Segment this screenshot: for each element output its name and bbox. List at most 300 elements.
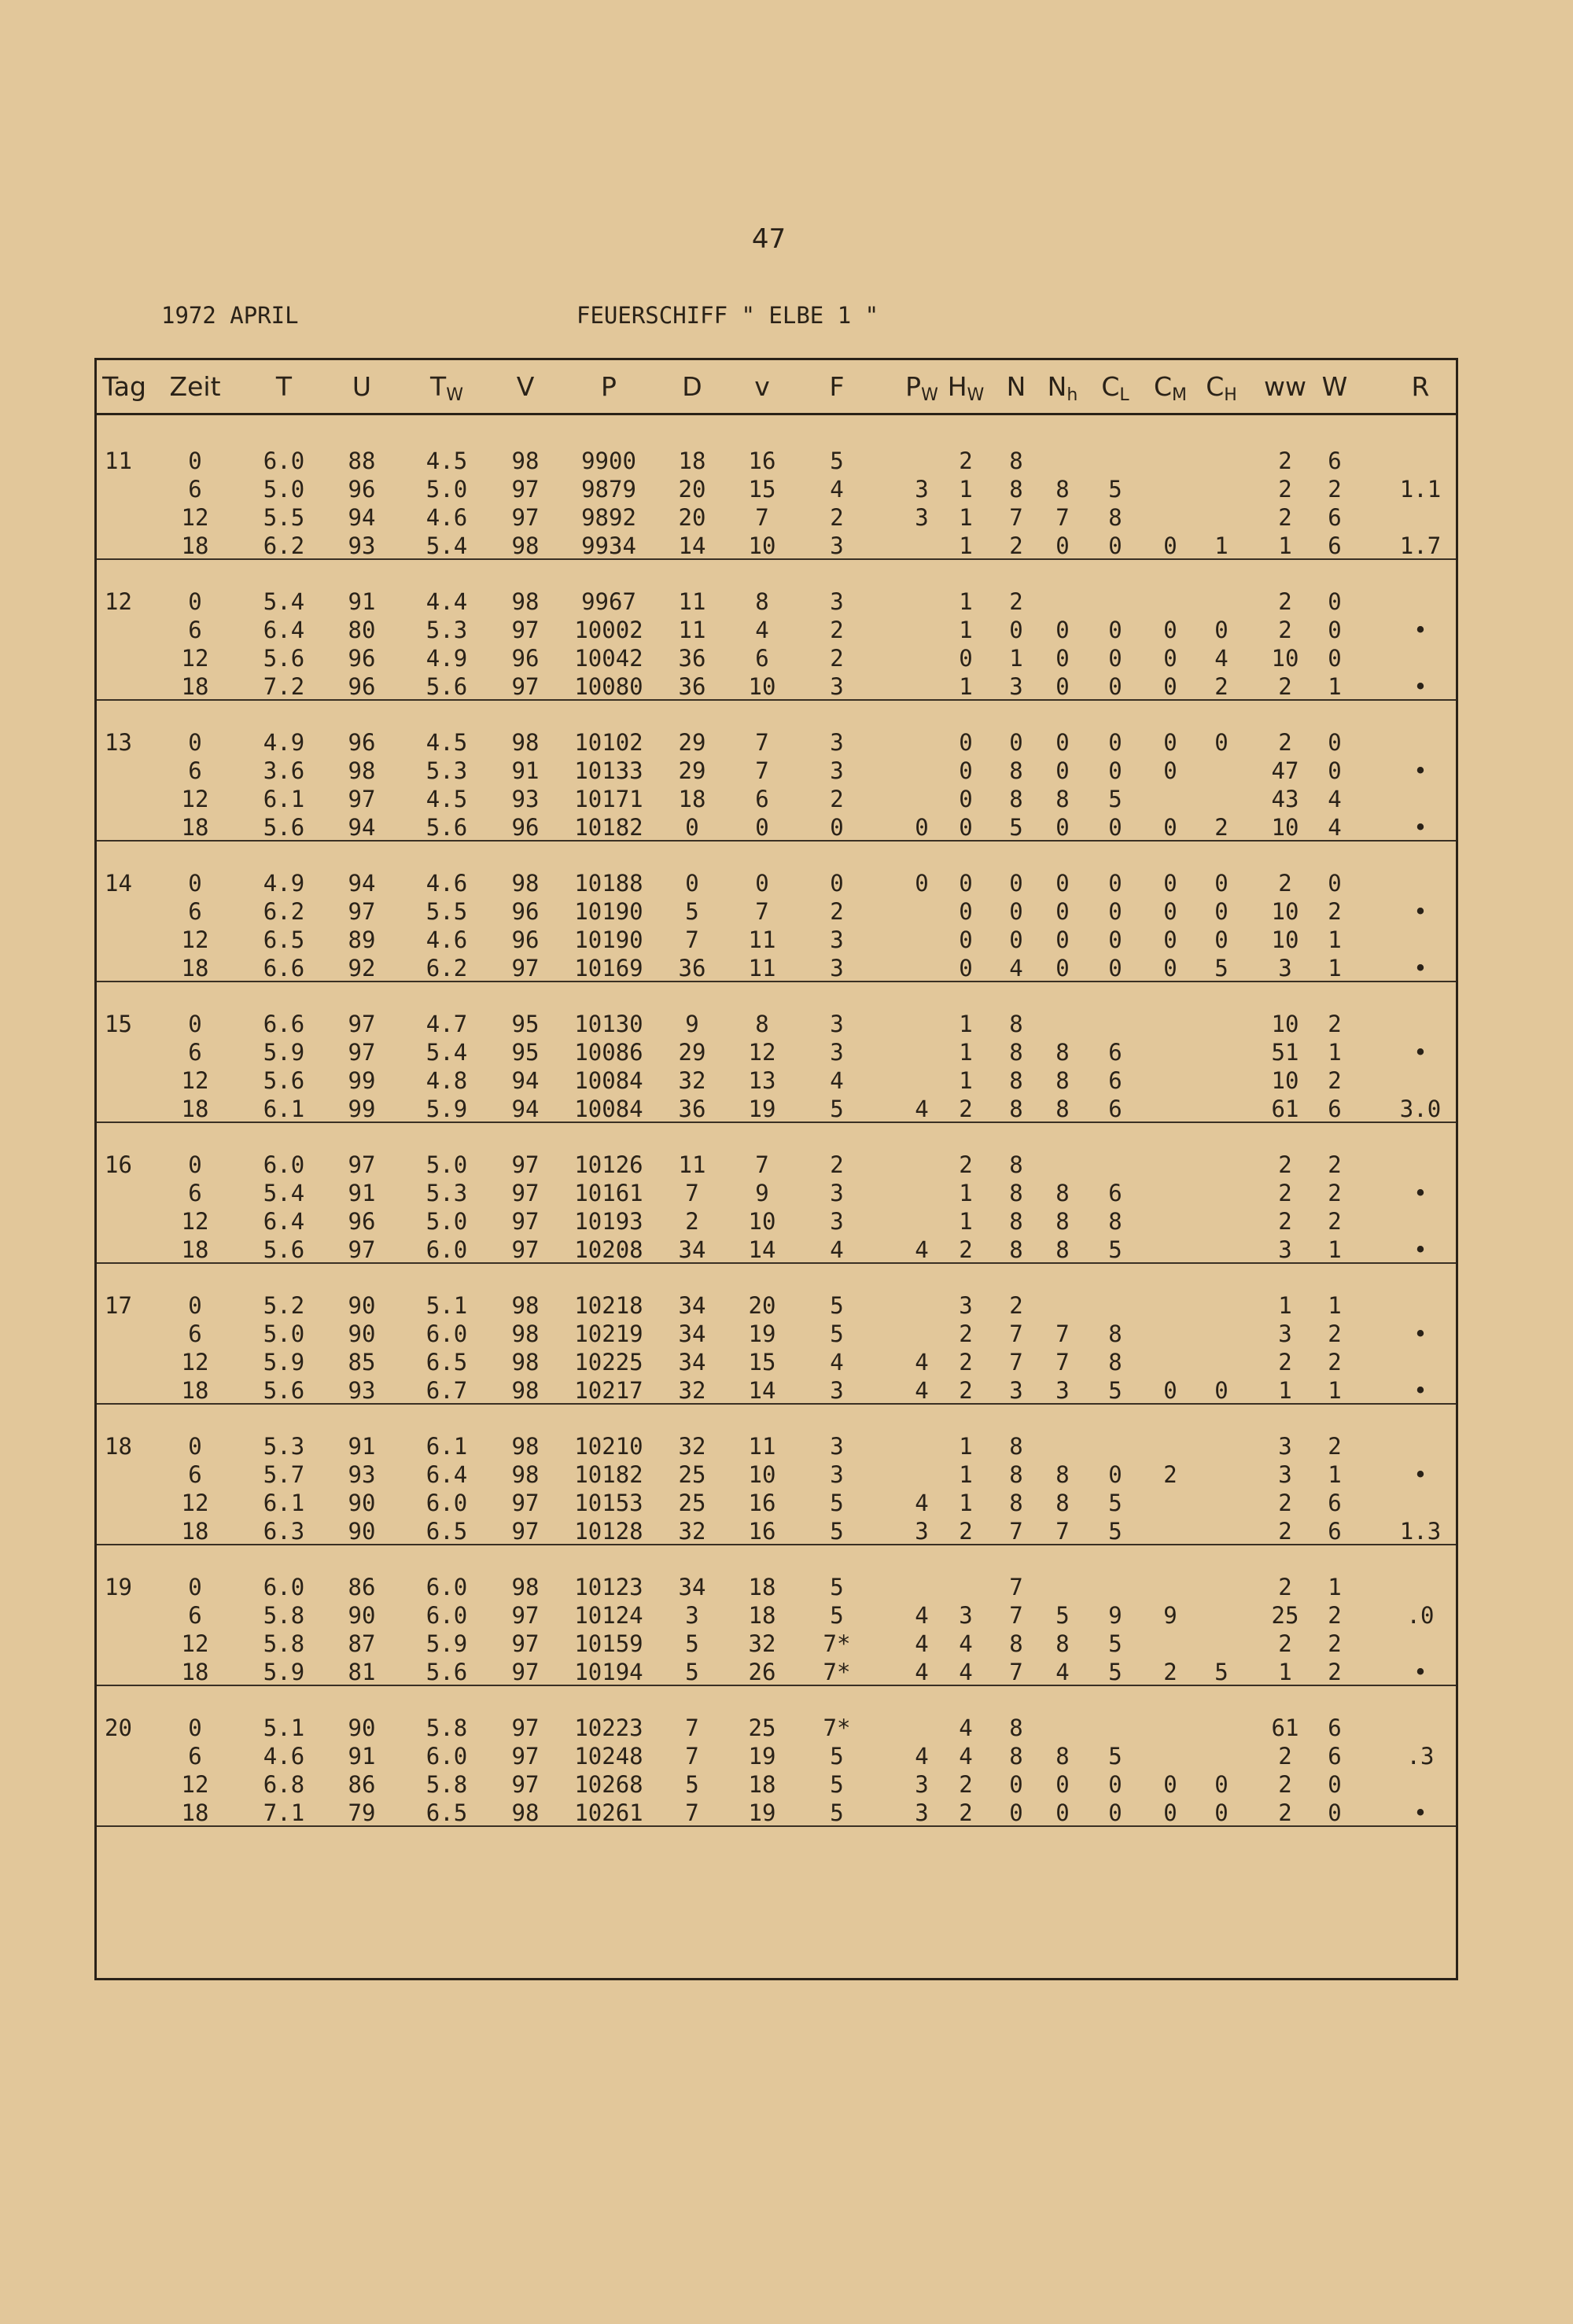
cell-f: 3 (830, 1377, 844, 1404)
cell-nh: 7 (1055, 1349, 1070, 1376)
cell-f: 5 (830, 1320, 844, 1347)
cell-f: 3 (830, 926, 844, 953)
column-header-tw: $T_W$ (430, 371, 463, 405)
cell-p: 10133 (574, 757, 643, 784)
cell-n: 8 (1009, 1743, 1023, 1770)
cell-cl: 8 (1108, 504, 1122, 531)
cell-d: 32 (678, 1377, 706, 1404)
cell-p: 10208 (574, 1236, 643, 1263)
cell-ww: 2 (1278, 1799, 1292, 1826)
cell-tw: 5.0 (425, 1151, 468, 1178)
day-cell: 13 (105, 729, 132, 756)
table-row (97, 1348, 1456, 1376)
cell-p: 10210 (574, 1433, 643, 1460)
table-row (97, 1517, 1456, 1545)
cell-cm: 0 (1163, 532, 1177, 559)
cell-zeit: 18 (181, 1096, 209, 1122)
cell-cl: 6 (1108, 1039, 1122, 1066)
cell-zeit: 12 (181, 645, 209, 672)
cell-f: 3 (830, 955, 844, 982)
table-row (97, 1291, 1456, 1320)
cell-tw: 6.5 (425, 1799, 468, 1826)
cell-t: 6.0 (263, 1151, 305, 1178)
cell-p: 10261 (574, 1799, 643, 1826)
cell-v: 10 (748, 532, 776, 559)
day-cell: 19 (105, 1574, 132, 1600)
cell-w: 2 (1328, 1180, 1342, 1206)
cell-d: 18 (678, 447, 706, 474)
cell-v: 8 (755, 588, 769, 615)
cell-v: 18 (748, 1574, 776, 1600)
cell-n: 0 (1009, 729, 1023, 756)
cell-tw: 4.8 (425, 1067, 468, 1094)
cell-tw: 5.8 (425, 1771, 468, 1798)
cell-nh: 8 (1055, 1039, 1070, 1066)
cell-pw: 4 (915, 1377, 929, 1404)
column-header-pw: $P_W$ (905, 371, 938, 405)
cell-v_vis: 97 (511, 1151, 540, 1178)
table-row (97, 1320, 1456, 1348)
cell-t: 6.4 (263, 1208, 305, 1235)
table-row (97, 1151, 1456, 1179)
day-group (97, 1405, 1456, 1545)
cell-ww: 1 (1278, 1292, 1292, 1319)
cell-d: 5 (685, 1659, 699, 1685)
cell-n: 7 (1009, 1349, 1023, 1376)
cell-v: 9 (755, 1180, 769, 1206)
cell-n: 7 (1009, 1320, 1023, 1347)
cell-w: 2 (1328, 476, 1342, 503)
cell-cl: 0 (1108, 898, 1122, 925)
cell-v_vis: 98 (511, 1377, 540, 1404)
cell-pw: 4 (915, 1630, 929, 1657)
cell-t: 5.8 (263, 1602, 305, 1629)
cell-u: 96 (348, 645, 376, 672)
cell-zeit: 12 (181, 786, 209, 812)
day-group (97, 701, 1456, 842)
cell-cm: 9 (1163, 1602, 1177, 1629)
cell-f: 3 (830, 729, 844, 756)
cell-w: 0 (1328, 1799, 1342, 1826)
cell-zeit: 18 (181, 1659, 209, 1685)
cell-d: 7 (685, 926, 699, 953)
cell-t: 7.1 (263, 1799, 305, 1826)
cell-ww: 3 (1278, 1236, 1292, 1263)
cell-d: 5 (685, 1771, 699, 1798)
cell-d: 5 (685, 898, 699, 925)
cell-p: 10086 (574, 1039, 643, 1066)
cell-u: 94 (348, 504, 376, 531)
cell-zeit: 12 (181, 1349, 209, 1376)
cell-ch: 0 (1214, 1377, 1229, 1404)
cell-hw: 0 (959, 926, 973, 953)
cell-v_vis: 97 (511, 955, 540, 982)
cell-hw: 1 (959, 1011, 973, 1037)
cell-d: 11 (678, 1151, 706, 1178)
cell-pw: 4 (915, 1236, 929, 1263)
cell-p: 10225 (574, 1349, 643, 1376)
cell-r: • (1413, 898, 1427, 925)
cell-ch: 2 (1214, 814, 1229, 841)
cell-d: 0 (685, 870, 699, 897)
cell-p: 10171 (574, 786, 643, 812)
cell-t: 6.1 (263, 1490, 305, 1516)
cell-tw: 5.3 (425, 617, 468, 643)
column-header-ch: $C_H$ (1206, 371, 1237, 405)
cell-v: 19 (748, 1320, 776, 1347)
cell-w: 6 (1328, 1096, 1342, 1122)
cell-zeit: 18 (181, 1518, 209, 1545)
cell-hw: 0 (959, 757, 973, 784)
cell-v_vis: 97 (511, 1714, 540, 1741)
day-group (97, 419, 1456, 560)
cell-tw: 6.7 (425, 1377, 468, 1404)
cell-f: 5 (830, 1096, 844, 1122)
cell-cm: 0 (1163, 617, 1177, 643)
cell-ch: 5 (1214, 955, 1229, 982)
day-cell: 18 (105, 1433, 132, 1460)
cell-f: 5 (830, 1574, 844, 1600)
cell-hw: 0 (959, 645, 973, 672)
cell-hw: 0 (959, 729, 973, 756)
cell-hw: 2 (959, 1096, 973, 1122)
cell-ww: 2 (1278, 1180, 1292, 1206)
cell-hw: 2 (959, 1349, 973, 1376)
cell-ch: 0 (1214, 926, 1229, 953)
cell-cm: 0 (1163, 645, 1177, 672)
cell-u: 91 (348, 1433, 376, 1460)
cell-zeit: 0 (188, 1292, 202, 1319)
cell-v_vis: 95 (511, 1039, 540, 1066)
cell-cm: 0 (1163, 729, 1177, 756)
cell-ch: 0 (1214, 870, 1229, 897)
cell-v: 7 (755, 1151, 769, 1178)
cell-t: 6.0 (263, 1574, 305, 1600)
cell-tw: 5.1 (425, 1292, 468, 1319)
cell-ww: 10 (1271, 1011, 1299, 1037)
cell-d: 25 (678, 1490, 706, 1516)
cell-v: 16 (748, 1490, 776, 1516)
cell-v: 10 (748, 673, 776, 700)
cell-v: 19 (748, 1799, 776, 1826)
cell-zeit: 18 (181, 814, 209, 841)
table-row (97, 785, 1456, 813)
cell-w: 2 (1328, 1208, 1342, 1235)
column-header-t: T (275, 371, 293, 402)
cell-pw: 3 (915, 476, 929, 503)
cell-p: 10190 (574, 898, 643, 925)
cell-t: 6.5 (263, 926, 305, 953)
cell-ww: 2 (1278, 617, 1292, 643)
cell-w: 4 (1328, 786, 1342, 812)
cell-d: 9 (685, 1011, 699, 1037)
cell-w: 0 (1328, 645, 1342, 672)
cell-ww: 43 (1271, 786, 1299, 812)
table-row (97, 616, 1456, 644)
cell-cm: 0 (1163, 1771, 1177, 1798)
cell-r: • (1413, 1236, 1427, 1263)
cell-hw: 2 (959, 1320, 973, 1347)
cell-r: • (1413, 1659, 1427, 1685)
cell-pw: 0 (915, 814, 929, 841)
cell-v_vis: 98 (511, 729, 540, 756)
cell-p: 10080 (574, 673, 643, 700)
cell-cl: 5 (1108, 1236, 1122, 1263)
cell-f: 3 (830, 588, 844, 615)
cell-cl: 6 (1108, 1067, 1122, 1094)
cell-w: 0 (1328, 870, 1342, 897)
column-header-zeit: Zeit (169, 371, 221, 402)
observation-table (94, 358, 1458, 1980)
cell-ww: 25 (1271, 1602, 1299, 1629)
cell-t: 6.2 (263, 898, 305, 925)
cell-zeit: 12 (181, 1771, 209, 1798)
cell-hw: 4 (959, 1743, 973, 1770)
table-row (97, 447, 1456, 475)
cell-d: 2 (685, 1208, 699, 1235)
cell-nh: 7 (1055, 1518, 1070, 1545)
cell-v_vis: 98 (511, 1292, 540, 1319)
cell-cm: 2 (1163, 1659, 1177, 1685)
cell-d: 7 (685, 1180, 699, 1206)
table-row (97, 1799, 1456, 1827)
cell-cl: 8 (1108, 1320, 1122, 1347)
cell-v_vis: 98 (511, 532, 540, 559)
cell-f: 3 (830, 1461, 844, 1488)
cell-w: 6 (1328, 1743, 1342, 1770)
cell-tw: 6.5 (425, 1518, 468, 1545)
cell-d: 25 (678, 1461, 706, 1488)
cell-d: 34 (678, 1574, 706, 1600)
cell-r: • (1413, 1461, 1427, 1488)
cell-ww: 2 (1278, 588, 1292, 615)
cell-f: 4 (830, 1067, 844, 1094)
cell-tw: 5.6 (425, 1659, 468, 1685)
cell-v: 15 (748, 476, 776, 503)
cell-n: 5 (1009, 814, 1023, 841)
cell-v: 7 (755, 504, 769, 531)
cell-p: 10130 (574, 1011, 643, 1037)
cell-v: 14 (748, 1236, 776, 1263)
cell-d: 36 (678, 673, 706, 700)
cell-v: 0 (755, 870, 769, 897)
day-group (97, 1686, 1456, 1827)
cell-nh: 4 (1055, 1659, 1070, 1685)
cell-d: 14 (678, 532, 706, 559)
cell-f: 4 (830, 1236, 844, 1263)
cell-d: 20 (678, 504, 706, 531)
cell-hw: 2 (959, 1771, 973, 1798)
cell-zeit: 18 (181, 673, 209, 700)
cell-zeit: 6 (188, 1602, 202, 1629)
cell-tw: 4.5 (425, 447, 468, 474)
cell-ww: 1 (1278, 1659, 1292, 1685)
cell-pw: 4 (915, 1096, 929, 1122)
cell-u: 99 (348, 1096, 376, 1122)
cell-f: 4 (830, 476, 844, 503)
cell-f: 5 (830, 1490, 844, 1516)
cell-w: 2 (1328, 1630, 1342, 1657)
cell-d: 36 (678, 1096, 706, 1122)
cell-ww: 2 (1278, 1743, 1292, 1770)
cell-v_vis: 98 (511, 447, 540, 474)
cell-ww: 51 (1271, 1039, 1299, 1066)
column-header-w: W (1321, 371, 1348, 402)
cell-v_vis: 97 (511, 1518, 540, 1545)
cell-pw: 4 (915, 1659, 929, 1685)
cell-u: 97 (348, 898, 376, 925)
table-row (97, 869, 1456, 897)
cell-t: 6.6 (263, 1011, 305, 1037)
cell-nh: 8 (1055, 1461, 1070, 1488)
cell-hw: 1 (959, 504, 973, 531)
cell-ch: 2 (1214, 673, 1229, 700)
cell-v: 11 (748, 926, 776, 953)
cell-r: • (1413, 1377, 1427, 1404)
cell-v_vis: 97 (511, 673, 540, 700)
cell-t: 5.6 (263, 1236, 305, 1263)
cell-p: 10128 (574, 1518, 643, 1545)
cell-v: 0 (755, 814, 769, 841)
cell-w: 1 (1328, 1574, 1342, 1600)
cell-ww: 3 (1278, 955, 1292, 982)
cell-u: 93 (348, 1461, 376, 1488)
cell-pw: 0 (915, 870, 929, 897)
column-header-cm: $C_M$ (1153, 371, 1188, 405)
cell-p: 10268 (574, 1771, 643, 1798)
cell-p: 9934 (581, 532, 636, 559)
cell-v_vis: 96 (511, 926, 540, 953)
cell-t: 6.3 (263, 1518, 305, 1545)
day-cell: 20 (105, 1714, 132, 1741)
cell-d: 36 (678, 645, 706, 672)
cell-t: 5.9 (263, 1659, 305, 1685)
cell-v: 4 (755, 617, 769, 643)
cell-v: 15 (748, 1349, 776, 1376)
cell-ww: 2 (1278, 870, 1292, 897)
cell-w: 4 (1328, 814, 1342, 841)
cell-r: • (1413, 1180, 1427, 1206)
cell-t: 5.0 (263, 1320, 305, 1347)
cell-p: 10169 (574, 955, 643, 982)
cell-v: 16 (748, 1518, 776, 1545)
cell-v: 19 (748, 1096, 776, 1122)
cell-cl: 5 (1108, 1659, 1122, 1685)
cell-v: 16 (748, 447, 776, 474)
cell-f: 0 (830, 814, 844, 841)
cell-v: 10 (748, 1208, 776, 1235)
cell-ww: 10 (1271, 814, 1299, 841)
cell-ww: 2 (1278, 1349, 1292, 1376)
cell-v_vis: 98 (511, 1320, 540, 1347)
cell-f: 2 (830, 617, 844, 643)
cell-zeit: 12 (181, 504, 209, 531)
cell-tw: 6.0 (425, 1602, 468, 1629)
cell-f: 2 (830, 898, 844, 925)
cell-w: 2 (1328, 1433, 1342, 1460)
cell-v_vis: 98 (511, 1461, 540, 1488)
cell-v: 8 (755, 1011, 769, 1037)
cell-p: 10190 (574, 926, 643, 953)
cell-u: 81 (348, 1659, 376, 1685)
cell-t: 6.8 (263, 1771, 305, 1798)
cell-v_vis: 97 (511, 617, 540, 643)
cell-nh: 8 (1055, 1743, 1070, 1770)
cell-v: 7 (755, 898, 769, 925)
cell-r: 3.0 (1399, 1096, 1442, 1122)
column-header-u: U (352, 371, 372, 402)
table-row (97, 1489, 1456, 1517)
cell-tw: 6.0 (425, 1743, 468, 1770)
cell-nh: 0 (1055, 645, 1070, 672)
cell-r: .3 (1406, 1743, 1435, 1770)
cell-f: 3 (830, 1011, 844, 1037)
cell-tw: 6.5 (425, 1349, 468, 1376)
cell-ww: 3 (1278, 1433, 1292, 1460)
table-row (97, 1207, 1456, 1236)
cell-v_vis: 91 (511, 757, 540, 784)
cell-nh: 8 (1055, 1490, 1070, 1516)
cell-p: 9900 (581, 447, 636, 474)
cell-tw: 4.4 (425, 588, 468, 615)
cell-n: 3 (1009, 673, 1023, 700)
cell-hw: 1 (959, 476, 973, 503)
cell-hw: 1 (959, 1433, 973, 1460)
cell-r: 1.3 (1399, 1518, 1442, 1545)
cell-tw: 6.4 (425, 1461, 468, 1488)
cell-p: 10084 (574, 1096, 643, 1122)
cell-hw: 1 (959, 673, 973, 700)
cell-v: 18 (748, 1771, 776, 1798)
cell-p: 10002 (574, 617, 643, 643)
cell-u: 96 (348, 673, 376, 700)
cell-zeit: 6 (188, 1039, 202, 1066)
cell-n: 2 (1009, 532, 1023, 559)
cell-zeit: 18 (181, 532, 209, 559)
cell-f: 0 (830, 870, 844, 897)
cell-tw: 4.7 (425, 1011, 468, 1037)
cell-w: 1 (1328, 955, 1342, 982)
cell-pw: 4 (915, 1743, 929, 1770)
cell-n: 7 (1009, 1659, 1023, 1685)
day-group (97, 842, 1456, 982)
cell-zeit: 0 (188, 1011, 202, 1037)
cell-zeit: 18 (181, 1799, 209, 1826)
cell-cl: 0 (1108, 1771, 1122, 1798)
cell-hw: 0 (959, 898, 973, 925)
cell-n: 7 (1009, 504, 1023, 531)
cell-tw: 5.9 (425, 1096, 468, 1122)
cell-p: 10126 (574, 1151, 643, 1178)
cell-tw: 6.0 (425, 1320, 468, 1347)
cell-cl: 0 (1108, 1461, 1122, 1488)
cell-cl: 8 (1108, 1349, 1122, 1376)
table-row (97, 1236, 1456, 1264)
cell-v_vis: 98 (511, 1799, 540, 1826)
cell-v_vis: 97 (511, 1180, 540, 1206)
cell-zeit: 12 (181, 1490, 209, 1516)
cell-w: 0 (1328, 729, 1342, 756)
cell-nh: 0 (1055, 1771, 1070, 1798)
cell-t: 5.6 (263, 814, 305, 841)
cell-hw: 2 (959, 447, 973, 474)
cell-v: 12 (748, 1039, 776, 1066)
cell-nh: 8 (1055, 1208, 1070, 1235)
cell-f: 3 (830, 532, 844, 559)
cell-cm: 0 (1163, 870, 1177, 897)
cell-u: 94 (348, 814, 376, 841)
column-header-ww: ww (1264, 371, 1306, 402)
